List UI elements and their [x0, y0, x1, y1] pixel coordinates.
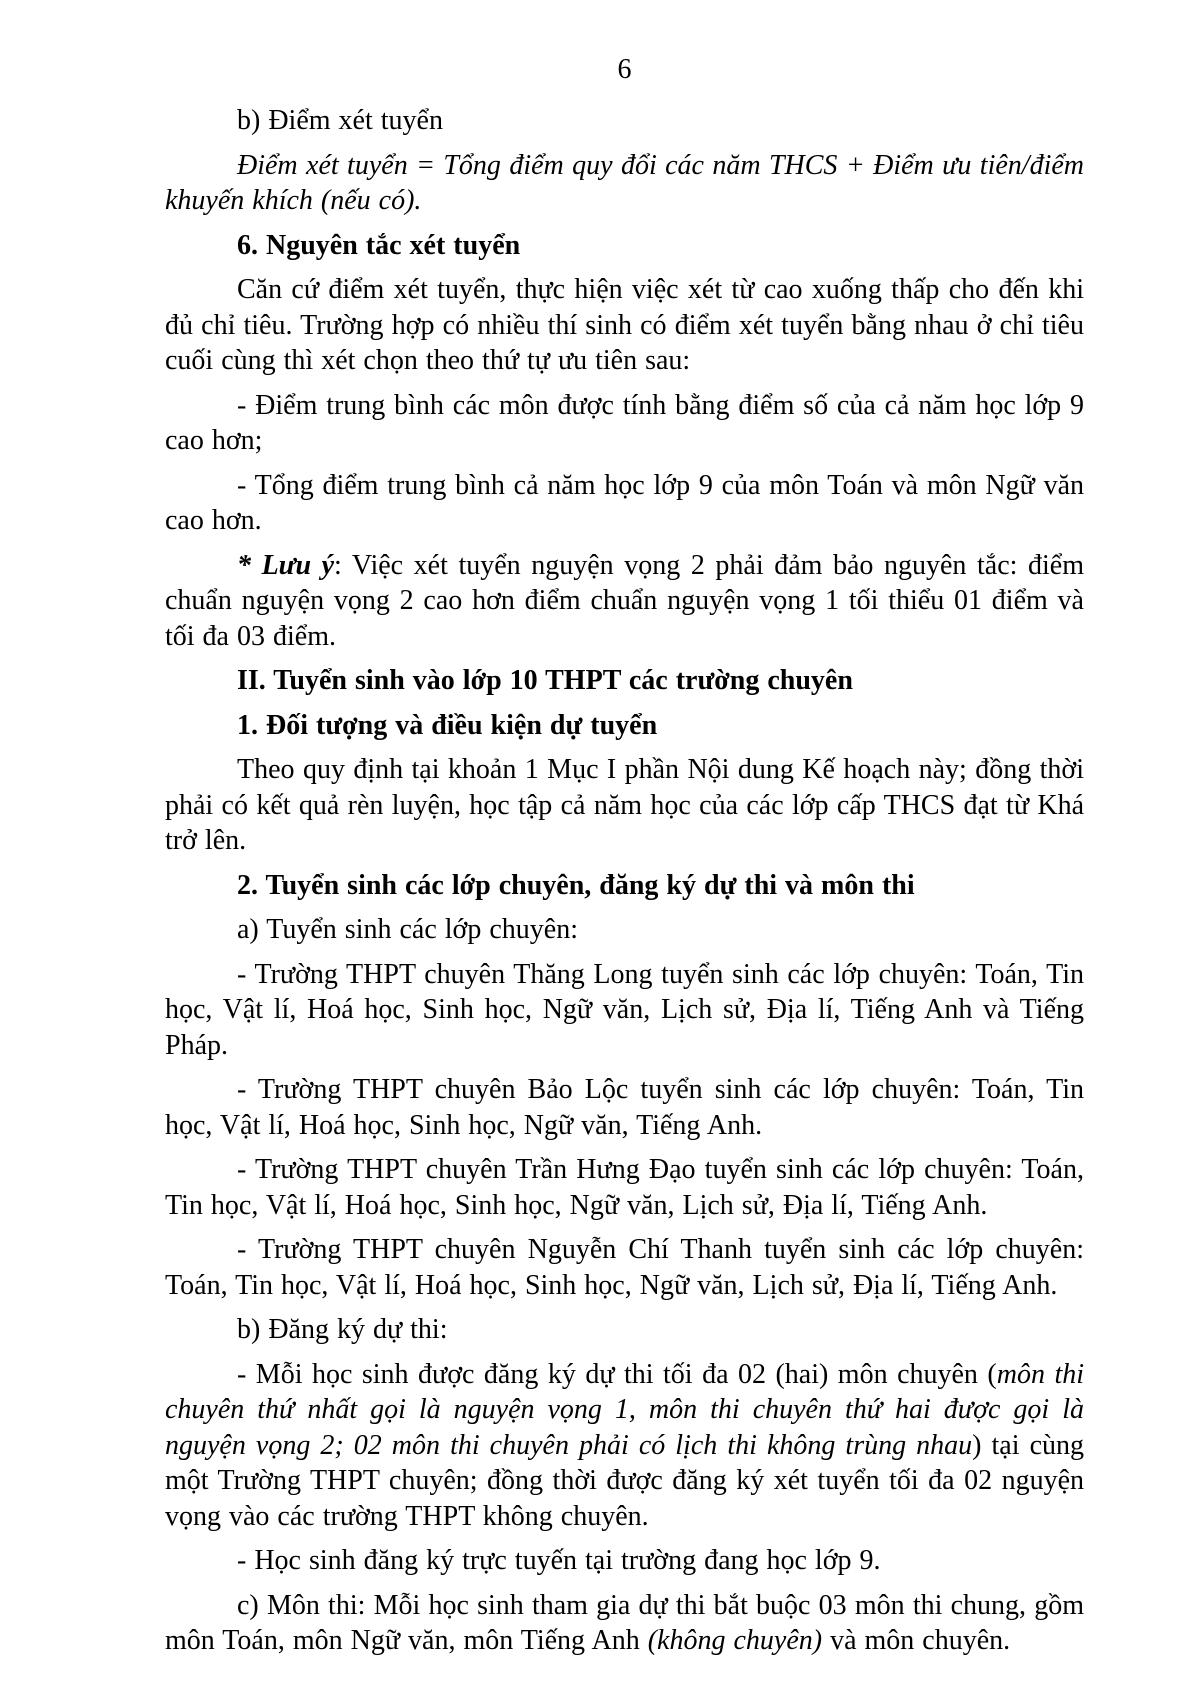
text-run: Căn cứ điểm xét tuyển, thực hiện việc xét từ cao xuống thấp cho đến khi đủ chỉ tiêu. Trường hợp có nhiều thí sinh có điểm xét tuyển bằng nhau ở chỉ tiêu cuối cùng thì xét chọn theo thứ tự ưu tiên sau:	[165, 274, 1084, 376]
para-theo-quy-dinh	[165, 752, 1084, 859]
text-run: Theo quy định tại khoản 1 Mục I phần Nội dung Kế hoạch này; đồng thời phải có kết quả rèn luyện, học tập cả năm học của các lớp cấp THCS đạt từ Khá trở lên.	[165, 754, 1084, 856]
bullet-truong-thang-long	[165, 957, 1084, 1064]
text-run: - Trường THPT chuyên Bảo Lộc tuyển sinh các lớp chuyên: Toán, Tin học, Vật lí, Hoá học, Sinh học, Ngữ văn, Tiếng Anh.	[165, 1074, 1084, 1141]
para-can-cu-diem-xet-tuyen	[165, 272, 1084, 379]
item-c-mon-thi	[165, 1588, 1084, 1659]
document-body	[165, 103, 1084, 1659]
text-run: b) Đăng ký dự thi:	[237, 1314, 448, 1345]
text-run: Điểm xét tuyển = Tổng điểm quy đổi các năm THCS + Điểm ưu tiên/điểm khuyến khích (nếu có).	[165, 149, 1084, 216]
text-run: - Trường THPT chuyên Nguyễn Chí Thanh tuyển sinh các lớp chuyên: Toán, Tin học, Vật lí, Hoá học, Sinh học, Ngữ văn, Lịch sử, Địa lí, Tiếng Anh.	[165, 1234, 1084, 1301]
item-b-dang-ky-du-thi	[165, 1312, 1084, 1348]
text-run: - Điểm trung bình các môn được tính bằng điểm số của cả năm học lớp 9 cao hơn;	[165, 389, 1084, 456]
heading-2-tuyen-sinh-lop-chuyen	[165, 868, 1084, 904]
text-run: 2. Tuyển sinh các lớp chuyên, đăng ký dự thi và môn thi	[237, 869, 915, 901]
text-run: (không chuyên)	[647, 1625, 823, 1656]
text-run: : Việc xét tuyển nguyện vọng 2 phải đảm bảo nguyên tắc: điểm chuẩn nguyện vọng 2 cao hơn điểm chuẩn nguyện vọng 1 tối thiểu 01 điểm và tối đa 03 điểm.	[165, 549, 1084, 652]
text-run: - Mỗi học sinh được đăng ký dự thi tối đa 02 (hai) môn chuyên (	[237, 1358, 997, 1390]
bullet-truong-tran-hung-dao	[165, 1152, 1084, 1223]
bullet-tong-diem-trung-binh	[165, 468, 1084, 539]
text-run: * Lưu ý	[237, 549, 335, 581]
text-run: - Trường THPT chuyên Trần Hưng Đạo tuyển sinh các lớp chuyên: Toán, Tin học, Vật lí, Hoá học, Sinh học, Ngữ văn, Lịch sử, Địa lí, Tiếng Anh.	[165, 1154, 1084, 1221]
text-run: b) Điểm xét tuyển	[237, 105, 443, 136]
text-run: và môn chuyên.	[822, 1625, 1011, 1656]
text-run: c) Môn thi: Mỗi học sinh tham gia dự thi bắt buộc 03 môn thi chung, gồm môn Toán, môn Ngữ văn, môn Tiếng Anh	[165, 1589, 1084, 1656]
bullet-truong-nguyen-chi-thanh	[165, 1232, 1084, 1303]
text-run: môn thi chuyên thứ nhất gọi là nguyện vọng 1, môn thi chuyên thứ hai được gọi là nguyện vọng 2; 02 môn thi chuyên phải có lịch thi không trùng nhau	[165, 1358, 1084, 1461]
heading-1-doi-tuong-dieu-kien	[165, 708, 1084, 744]
bullet-diem-trung-binh	[165, 388, 1084, 459]
bullet-hoc-sinh-dang-ky-truc-tuyen	[165, 1543, 1084, 1579]
note-luu-y	[165, 548, 1084, 655]
page-number: 6	[617, 54, 632, 85]
text-run: II. Tuyển sinh vào lớp 10 THPT các trường chuyên	[237, 665, 853, 696]
text-run: - Tổng điểm trung bình cả năm học lớp 9 của môn Toán và môn Ngữ văn cao hơn.	[165, 469, 1084, 536]
formula-diem-xet-tuyen	[165, 148, 1084, 219]
text-run: a) Tuyển sinh các lớp chuyên:	[237, 914, 578, 945]
text-run: - Trường THPT chuyên Thăng Long tuyển sinh các lớp chuyên: Toán, Tin học, Vật lí, Hoá học, Sinh học, Ngữ văn, Lịch sử, Địa lí, Tiếng Anh và Tiếng Pháp.	[165, 958, 1084, 1061]
heading-II-tuyen-sinh-chuyen	[165, 663, 1084, 699]
heading-6-nguyen-tac-xet-tuyen	[165, 228, 1084, 264]
item-a-tuyen-sinh-cac-lop-chuyen	[165, 912, 1084, 948]
text-run: 1. Đối tượng và điều kiện dự tuyển	[237, 709, 658, 741]
bullet-truong-bao-loc	[165, 1072, 1084, 1143]
text-run: - Học sinh đăng ký trực tuyến tại trường đang học lớp 9.	[237, 1545, 881, 1576]
text-run: 6. Nguyên tắc xét tuyển	[237, 229, 521, 261]
item-b-diem-xet-tuyen	[165, 103, 1084, 139]
bullet-moi-hoc-sinh-dang-ky	[165, 1357, 1084, 1535]
text-run: ) tại cùng một Trường THPT chuyên; đồng thời được đăng ký xét tuyển tối đa 02 nguyện vọng vào các trường THPT không chuyên.	[165, 1429, 1084, 1532]
